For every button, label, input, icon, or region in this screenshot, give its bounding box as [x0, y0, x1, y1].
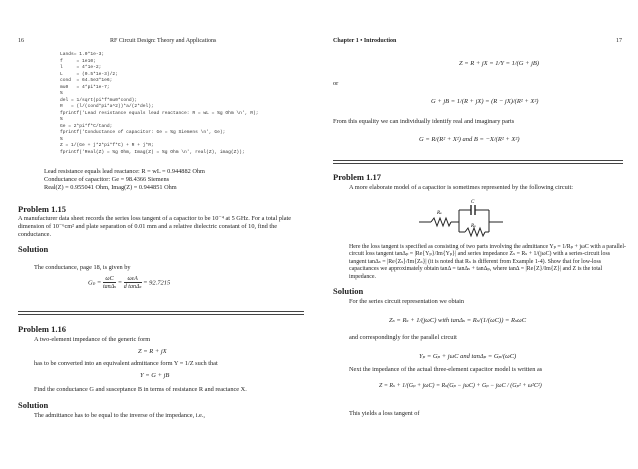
section-divider: [333, 163, 623, 164]
right-text5: This yields a loss tangent of: [349, 410, 420, 417]
fraction: [124, 276, 142, 290]
equation-yp: Yₚ = Gₚ + jωC and tanΔₚ = Gₚ/(ωC): [419, 353, 517, 360]
problem-1-16-text3: Find the conductance G and susceptance B in terms of resistance R and reactance X.: [34, 386, 247, 393]
result-line: Conductance of capacitor: Ge = 98.4366 Siemens: [44, 176, 170, 183]
problem-1-15-text: A manufacturer data sheet records the series loss tangent of a capacitor to be 10⁻⁴ at 5 GHz. For a total plate dimension of 10⁻⁶cm² and plate separation of 0.01 mm and a relative dielectric constant of 10, find the conductance.: [18, 215, 292, 238]
problem-1-16-solution-heading: Solution: [18, 400, 49, 410]
impedance-equation: Z = R + jX: [138, 348, 167, 355]
page-number-left: 16: [18, 38, 24, 44]
matlab-code-block: [60, 52, 258, 156]
problem-1-15-solution-heading: Solution: [18, 244, 49, 254]
admittance-equation: Y = G + jB: [140, 372, 170, 379]
equation-g-b: G = R/(R² + X²) and B = −X/(R² + X²): [419, 136, 520, 143]
problem-1-16-text2: has to be converted into an equivalent admittance form Y = 1/Z such that: [34, 360, 218, 367]
eq-result: = 92.7215: [143, 279, 171, 287]
problem-1-15-title: Problem 1.15: [18, 204, 67, 214]
right-text3: and correspondingly for the parallel circuit: [349, 334, 457, 341]
running-title-left: RF Circuit Design: Theory and Applications: [110, 38, 217, 44]
problem-1-17-solution-heading: Solution: [333, 286, 364, 296]
denominator: d tanΔₛ: [123, 284, 142, 290]
equation-g-jb: G + jB = 1/(R + jX) = (R − jX)/(R² + X²): [431, 98, 539, 105]
equation-z-y: Z = R + jX = 1/Y = 1/(G + jB): [459, 60, 540, 67]
problem-1-16-text1: A two-element impedance of the generic form: [34, 336, 151, 343]
equation-zs: Zₛ = Rₛ + 1/(jωC) with tanΔₛ = Rₛ/(1/(ωC)) = RₛωC: [389, 317, 527, 324]
problem-1-16-title: Problem 1.16: [18, 324, 67, 334]
equation-z-total: Z = Rₛ + 1/(Gₚ + jωC) = Rₛ(Gₚ − jωC) + Gₚ − jωC / (Gₚ² + ω²C²): [379, 383, 542, 389]
capacitor-circuit-diagram: [417, 198, 507, 238]
code-results: [44, 168, 304, 192]
code-lines: Lands= 1.0*1e-3; f = 1e10; l = 4*1e-2; L = (0.5*1e-3)/2; cond = 64.5e3*1e6; mu0 = 4*pi*1e-7; % del = 1/sqrt(pi*f*mu0*cond); R = (l/(cond*pi*a^2))*a/(2*del); fprintf('Lead resistance equals lead reactance: R = wL = %g Ohm \n', R); % Ge = 2*pi*f*C/tand; fprintf('Conductance of capacitor: Ge = %g Siemens \n', Ge); % Z = 1/(Ge + j*2*pi*f*C) + R + j*R; fprintf('Real(Z) = %g Ohm, Imag(Z) = %g Ohm \n', real(Z), imag(Z));: [60, 52, 259, 155]
conductance-equation: [88, 276, 170, 290]
or-text: or: [333, 80, 339, 87]
problem-1-17-text: A more elaborate model of a capacitor is sometimes represented by the following circuit:: [349, 184, 573, 191]
problem-1-15-solution-text: The conductance, page 18, is given by: [34, 264, 131, 271]
rp-label: Rₚ: [471, 224, 477, 229]
section-divider: [333, 160, 623, 161]
running-title-right: Chapter 1 • Introduction: [333, 38, 397, 44]
fraction: [103, 276, 116, 290]
problem-1-16-solution-text: The admittance has to be equal to the inverse of the impedance, i.e.,: [34, 412, 205, 419]
problem-1-17-text2: Here the loss tangent is specified as consisting of two parts involving the admittance Yₚ = 1/Rₚ + jωC with a parallel-circuit loss tangent tanΔₚ = |Re{Yₚ}/Im{Yₚ}| and series impedance Zₛ = Rₛ + 1/(jωC) with a series-circuit loss tangent tanΔₛ = |Re{Zₛ}/Im{Zₛ}| (it is noted that Rₛ is different from Example 1-4). Show that for low-loss capacitances we approximately obtain tanΔ = tanΔₛ + tanΔₚ, where tanΔ = |Re{Z}/Im{Z}| and Z is the total impedance.: [349, 244, 626, 280]
numerator: ωεA: [124, 276, 142, 283]
right-text1: From this equality we can individually identify real and imaginary parts: [333, 118, 515, 125]
c-label: C: [471, 200, 475, 205]
section-divider: [18, 311, 304, 312]
denominator: tanΔₛ: [102, 284, 117, 290]
right-text2: For the series circuit representation we obtain: [349, 298, 465, 305]
eq-lhs: Gₚ =: [88, 279, 102, 287]
series-resistor-symbol: [431, 218, 451, 226]
problem-1-17-title: Problem 1.17: [333, 172, 382, 182]
right-text4: Next the impedance of the actual three-element capacitor model is written as: [349, 366, 543, 373]
numerator: ωC: [103, 276, 116, 283]
right-page: [319, 0, 638, 469]
result-line: Lead resistance equals lead reactance: R = wL = 0.944882 Ohm: [44, 168, 205, 175]
eq-equals: =: [117, 279, 123, 287]
rs-label: Rₛ: [437, 211, 442, 216]
parallel-resistor-symbol: [465, 228, 485, 236]
result-line: Real(Z) = 0.955041 Ohm, Imag(Z) = 0.944851 Ohm: [44, 184, 177, 191]
page-number-right: 17: [616, 38, 622, 44]
section-divider: [18, 314, 304, 315]
